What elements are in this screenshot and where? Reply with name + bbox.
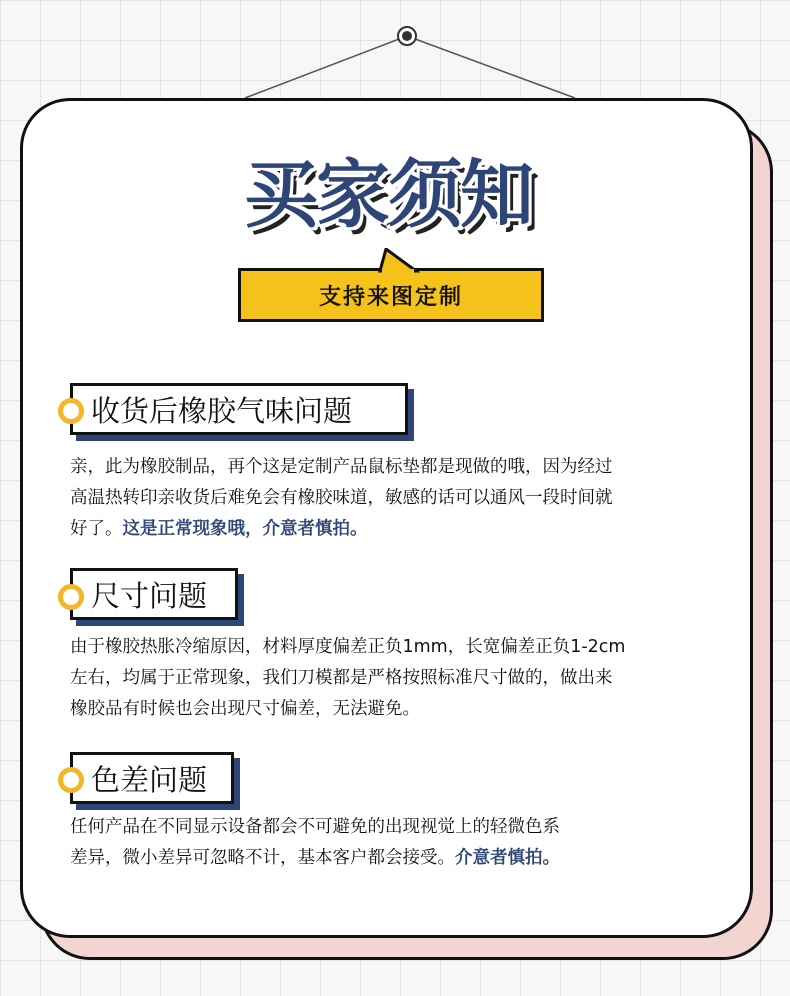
section-heading-text: 尺寸问题: [91, 578, 208, 613]
section-heading-odor: [70, 383, 408, 435]
body-line: 亲，此为橡胶制品，再个这是定制产品鼠标垫都是现做的哦，因为经过: [70, 457, 613, 477]
section-body-odor: [70, 452, 730, 545]
section-heading-text: 色差问题: [91, 762, 208, 797]
section-heading-text: 收货后橡胶气味问题: [91, 393, 353, 428]
subtitle-banner: [238, 248, 544, 322]
body-line: 由于橡胶热胀冷缩原因，材料厚度偏差正负1mm，长宽偏差正负1-2cm: [70, 637, 626, 657]
body-line: 任何产品在不同显示设备都会不可避免的出现视觉上的轻微色系: [70, 817, 560, 837]
page-title: 买家须知: [244, 152, 532, 238]
highlight-text: 这是正常现象哦，介意者慎拍。: [122, 519, 368, 539]
section-heading-size: [70, 568, 238, 620]
bullet-dot-icon: [58, 584, 84, 610]
body-line: 高温热转印亲收货后难免会有橡胶味道，敏感的话可以通风一段时间就: [70, 488, 613, 508]
subtitle-label: 支持来图定制: [238, 268, 544, 322]
section-heading-color: [70, 752, 234, 804]
bullet-dot-icon: [58, 767, 84, 793]
speech-tail-icon: [238, 248, 544, 278]
section-body-color: [70, 812, 730, 874]
highlight-text: 介意者慎拍。: [455, 848, 560, 868]
body-line: 橡胶品有时候也会出现尺寸偏差，无法避免。: [70, 699, 420, 719]
section-body-size: [70, 632, 730, 725]
hanging-string: [0, 0, 790, 110]
body-line: 左右，均属于正常现象，我们刀模都是严格按照标准尺寸做的，做出来: [70, 668, 613, 688]
body-line: 好了。这是正常现象哦，介意者慎拍。: [70, 519, 368, 539]
bullet-dot-icon: [58, 398, 84, 424]
body-line: 差异，微小差异可忽略不计，基本客户都会接受。介意者慎拍。: [70, 848, 560, 868]
